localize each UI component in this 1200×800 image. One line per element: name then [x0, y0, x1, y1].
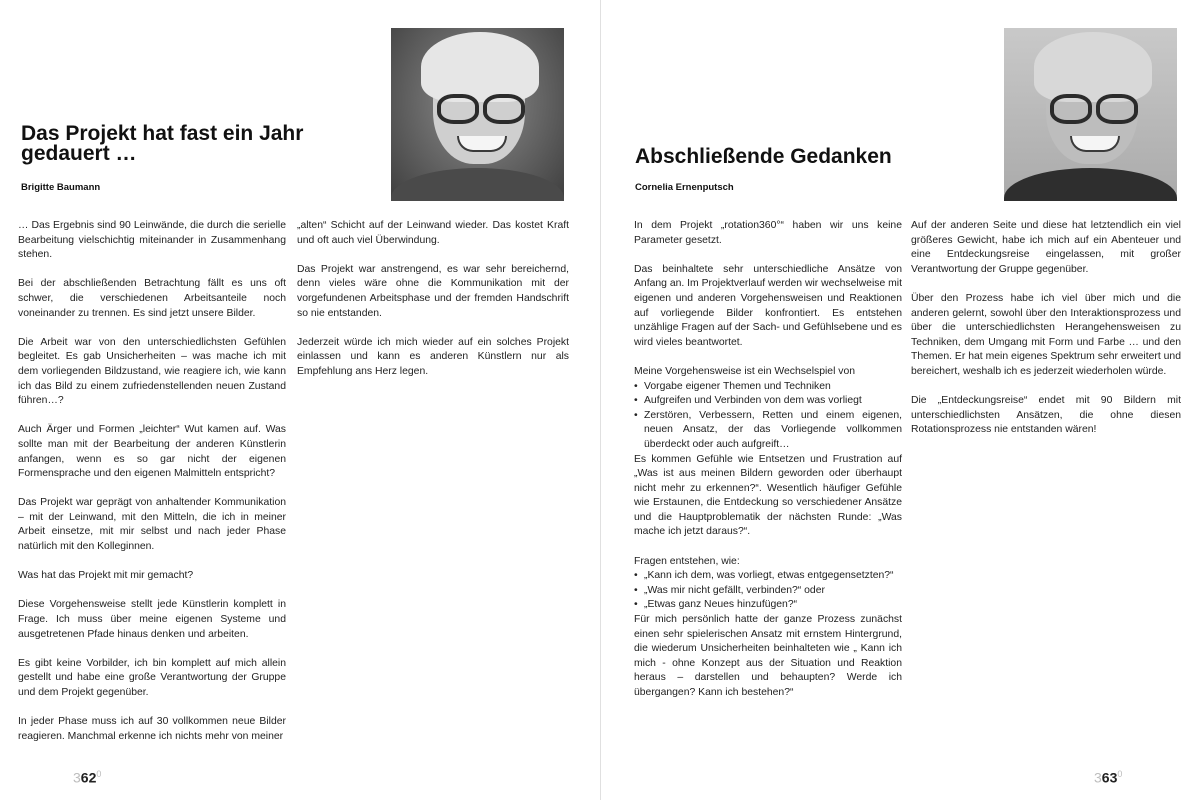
paragraph: „alten“ Schicht auf der Leinwand wieder. Das kostet Kraft und oft auch viel Überwindung. — [297, 220, 569, 246]
paragraph: Für mich persönlich hatte der ganze Prozess zunächst einen sehr spielerischen Ansatz mit ernstem Hintergrund, die wiederum Unsicherheiten beinhalteten wie „ Kann ich mich - ohne Konzept aus der Situation und Reaktion heraus – darstellen und behaupten? Werde ich übergangen? Kann ich bestehen?“ — [634, 614, 902, 698]
glasses-right-lens — [1096, 94, 1138, 124]
paragraph: Auf der anderen Seite und diese hat letztendlich ein viel größeres Gewicht, habe ich mich auf ein Abenteuer und eine Entdeckungsreise eingelassen, mit großer Verantwortung der Gruppe gegenüber. — [911, 220, 1181, 275]
paragraph: Auch Ärger und Formen „leichter“ Wut kamen auf. Was sollte man mit der Bearbeitung der anderen Künstlerin anfangen, wenn es so gar nicht der eigenen Formensprache und den eigenen Malmitteln entspricht? — [18, 424, 286, 480]
portrait-shoulders — [1004, 168, 1177, 201]
paragraph: Es gibt keine Vorbilder, ich bin komplett auf mich allein gestellt und habe eine große Verantwortung der Gruppe und dem Projekt gegenüber. — [18, 657, 286, 698]
page-number-value: 62 — [80, 769, 97, 786]
list-item: • „Was mir nicht gefällt, verbinden?“ oder — [634, 584, 902, 599]
paragraph: In dem Projekt „rotation360°“ haben wir uns keine Parameter gesetzt. — [634, 220, 902, 246]
paragraph: Die „Entdeckungsreise“ endet mit 90 Bildern mit unterschiedlichsten Ansätzen, die ohne diesen Rotationsprozess nie entstanden wären! — [911, 395, 1181, 436]
author-portrait-photo — [391, 28, 564, 201]
page-number-prefix: 3 — [1094, 769, 1102, 786]
glasses-left-lens — [437, 94, 479, 124]
author-portrait-photo — [1004, 28, 1177, 201]
page-number-suffix: 0 — [1117, 769, 1123, 779]
paragraph: Was hat das Projekt mit mir gemacht? — [18, 570, 194, 582]
text-column-2 — [911, 219, 1181, 453]
paragraph: Das Projekt war geprägt von anhaltender Kommunikation – mit der Leinwand, mit den Mitteln, die ich in meiner Arbeit einsetze, mit mir selbst und nach jeder Phase natürlich mit den Kolleginnen. — [18, 497, 286, 553]
portrait-shoulders — [391, 168, 564, 201]
paragraph: Jederzeit würde ich mich wieder auf ein solches Projekt einlassen und kann es anderen Künstlern nur als Empfehlung ans Herz legen. — [297, 336, 569, 377]
paragraph: In jeder Phase muss ich auf 30 vollkommen neue Bilder reagieren. Manchmal erkenne ich nichts mehr von meiner — [18, 716, 286, 742]
page-number — [73, 769, 101, 786]
glasses-right-lens — [483, 94, 525, 124]
questions-lead: Fragen entstehen, wie: — [634, 555, 740, 567]
questions-list — [634, 569, 902, 613]
method-list — [634, 380, 902, 453]
glasses-left-lens — [1050, 94, 1092, 124]
page-number-value: 63 — [1101, 769, 1118, 786]
page-number-suffix: 0 — [96, 769, 102, 779]
method-lead: Meine Vorgehensweise ist ein Wechselspiel von — [634, 365, 856, 377]
paragraph: Die Arbeit war von den unterschiedlichsten Gefühlen begleitet. Es gab Unsicherheiten – was mache ich mit dem vorliegenden Bildzustand, wie reagiere ich, wie kann ich das Bild zu einem zufriedenstellenden neuen Zustand führen…? — [18, 336, 286, 407]
article-title: Das Projekt hat fast ein Jahr gedauert … — [21, 122, 304, 165]
list-item: • Aufgreifen und Verbinden von dem was vorliegt — [634, 394, 902, 409]
page-number — [1094, 769, 1122, 786]
paragraph: Diese Vorgehensweise stellt jede Künstlerin komplett in Frage. Ich muss über meine eigenen Systeme und ausgetretenen Pfade hinaus denken und arbeiten. — [18, 599, 286, 640]
paragraph: Das Projekt war anstrengend, es war sehr bereichernd, denn vieles wäre ohne die Kommunikation mit der vorgefundenen Arbeitsphase und der fremden Handschrift so nie entstanden. — [297, 263, 569, 319]
list-item: • „Kann ich dem, was vorliegt, etwas entgegensetzten?“ — [634, 569, 902, 584]
author-name: Cornelia Ernenputsch — [635, 182, 734, 193]
portrait-hair — [1034, 32, 1152, 102]
paragraph: Bei der abschließenden Betrachtung fällt es uns oft schwer, die verschiedenen Arbeitsanteile noch voneinander zu trennen. Es sind jetzt unsere Bilder. — [18, 278, 286, 319]
right-page — [600, 0, 1200, 800]
text-column-1 — [18, 219, 286, 759]
text-column-1 — [634, 219, 902, 715]
list-item: • „Etwas ganz Neues hinzufügen?“ — [634, 598, 902, 613]
list-item: • Vorgabe eigener Themen und Techniken — [634, 380, 902, 395]
article-title: Abschließende Gedanken — [635, 145, 892, 168]
paragraph: … Das Ergebnis sind 90 Leinwände, die durch die serielle Bearbeitung vielschichtig miteinander in Zusammenhang stehen. — [18, 220, 286, 261]
paragraph: Das beinhaltete sehr unterschiedliche Ansätze von Anfang an. Im Projektverlauf werden wir wechselweise mit eigenen und anderen Vorgehensweisen und Reaktionen auf vorliegende Bilder konfrontiert. Es entstehen unzählige Fragen auf der Sach- und Gefühlsebene und es wird vieles beantwortet. — [634, 263, 902, 348]
text-column-2 — [297, 219, 569, 394]
author-name: Brigitte Baumann — [21, 182, 101, 193]
list-item: • Zerstören, Verbessern, Retten und einem eigenen, neuen Ansatz, der das Vorliegende vollkommen überdeckt oder auch aufgreift… — [634, 409, 902, 453]
portrait-hair — [421, 32, 539, 102]
paragraph: Es kommen Gefühle wie Entsetzen und Frustration auf „Was ist aus meinen Bildern geworden oder überhaupt nicht mehr zu erkennen?“. Wesentlich häufiger Gefühle wie Erstaunen, die Entdeckung so verschiedener Ansätze und die Hauptproblematik der nächsten Runde: „Was mache ich jetzt daraus?“. — [634, 453, 902, 538]
page-number-prefix: 3 — [73, 769, 81, 786]
paragraph: Über den Prozess habe ich viel über mich und die anderen gelernt, sowohl über den Interaktionsprozess und über die unterschiedlichsten Herangehensweisen zu Techniken, dem Umgang mit Form und Farbe … und den Themen. Er hat mein eigenes Spektrum sehr erweitert und bereichert, weshalb ich es jederzeit wiederholen würde. — [911, 292, 1181, 377]
